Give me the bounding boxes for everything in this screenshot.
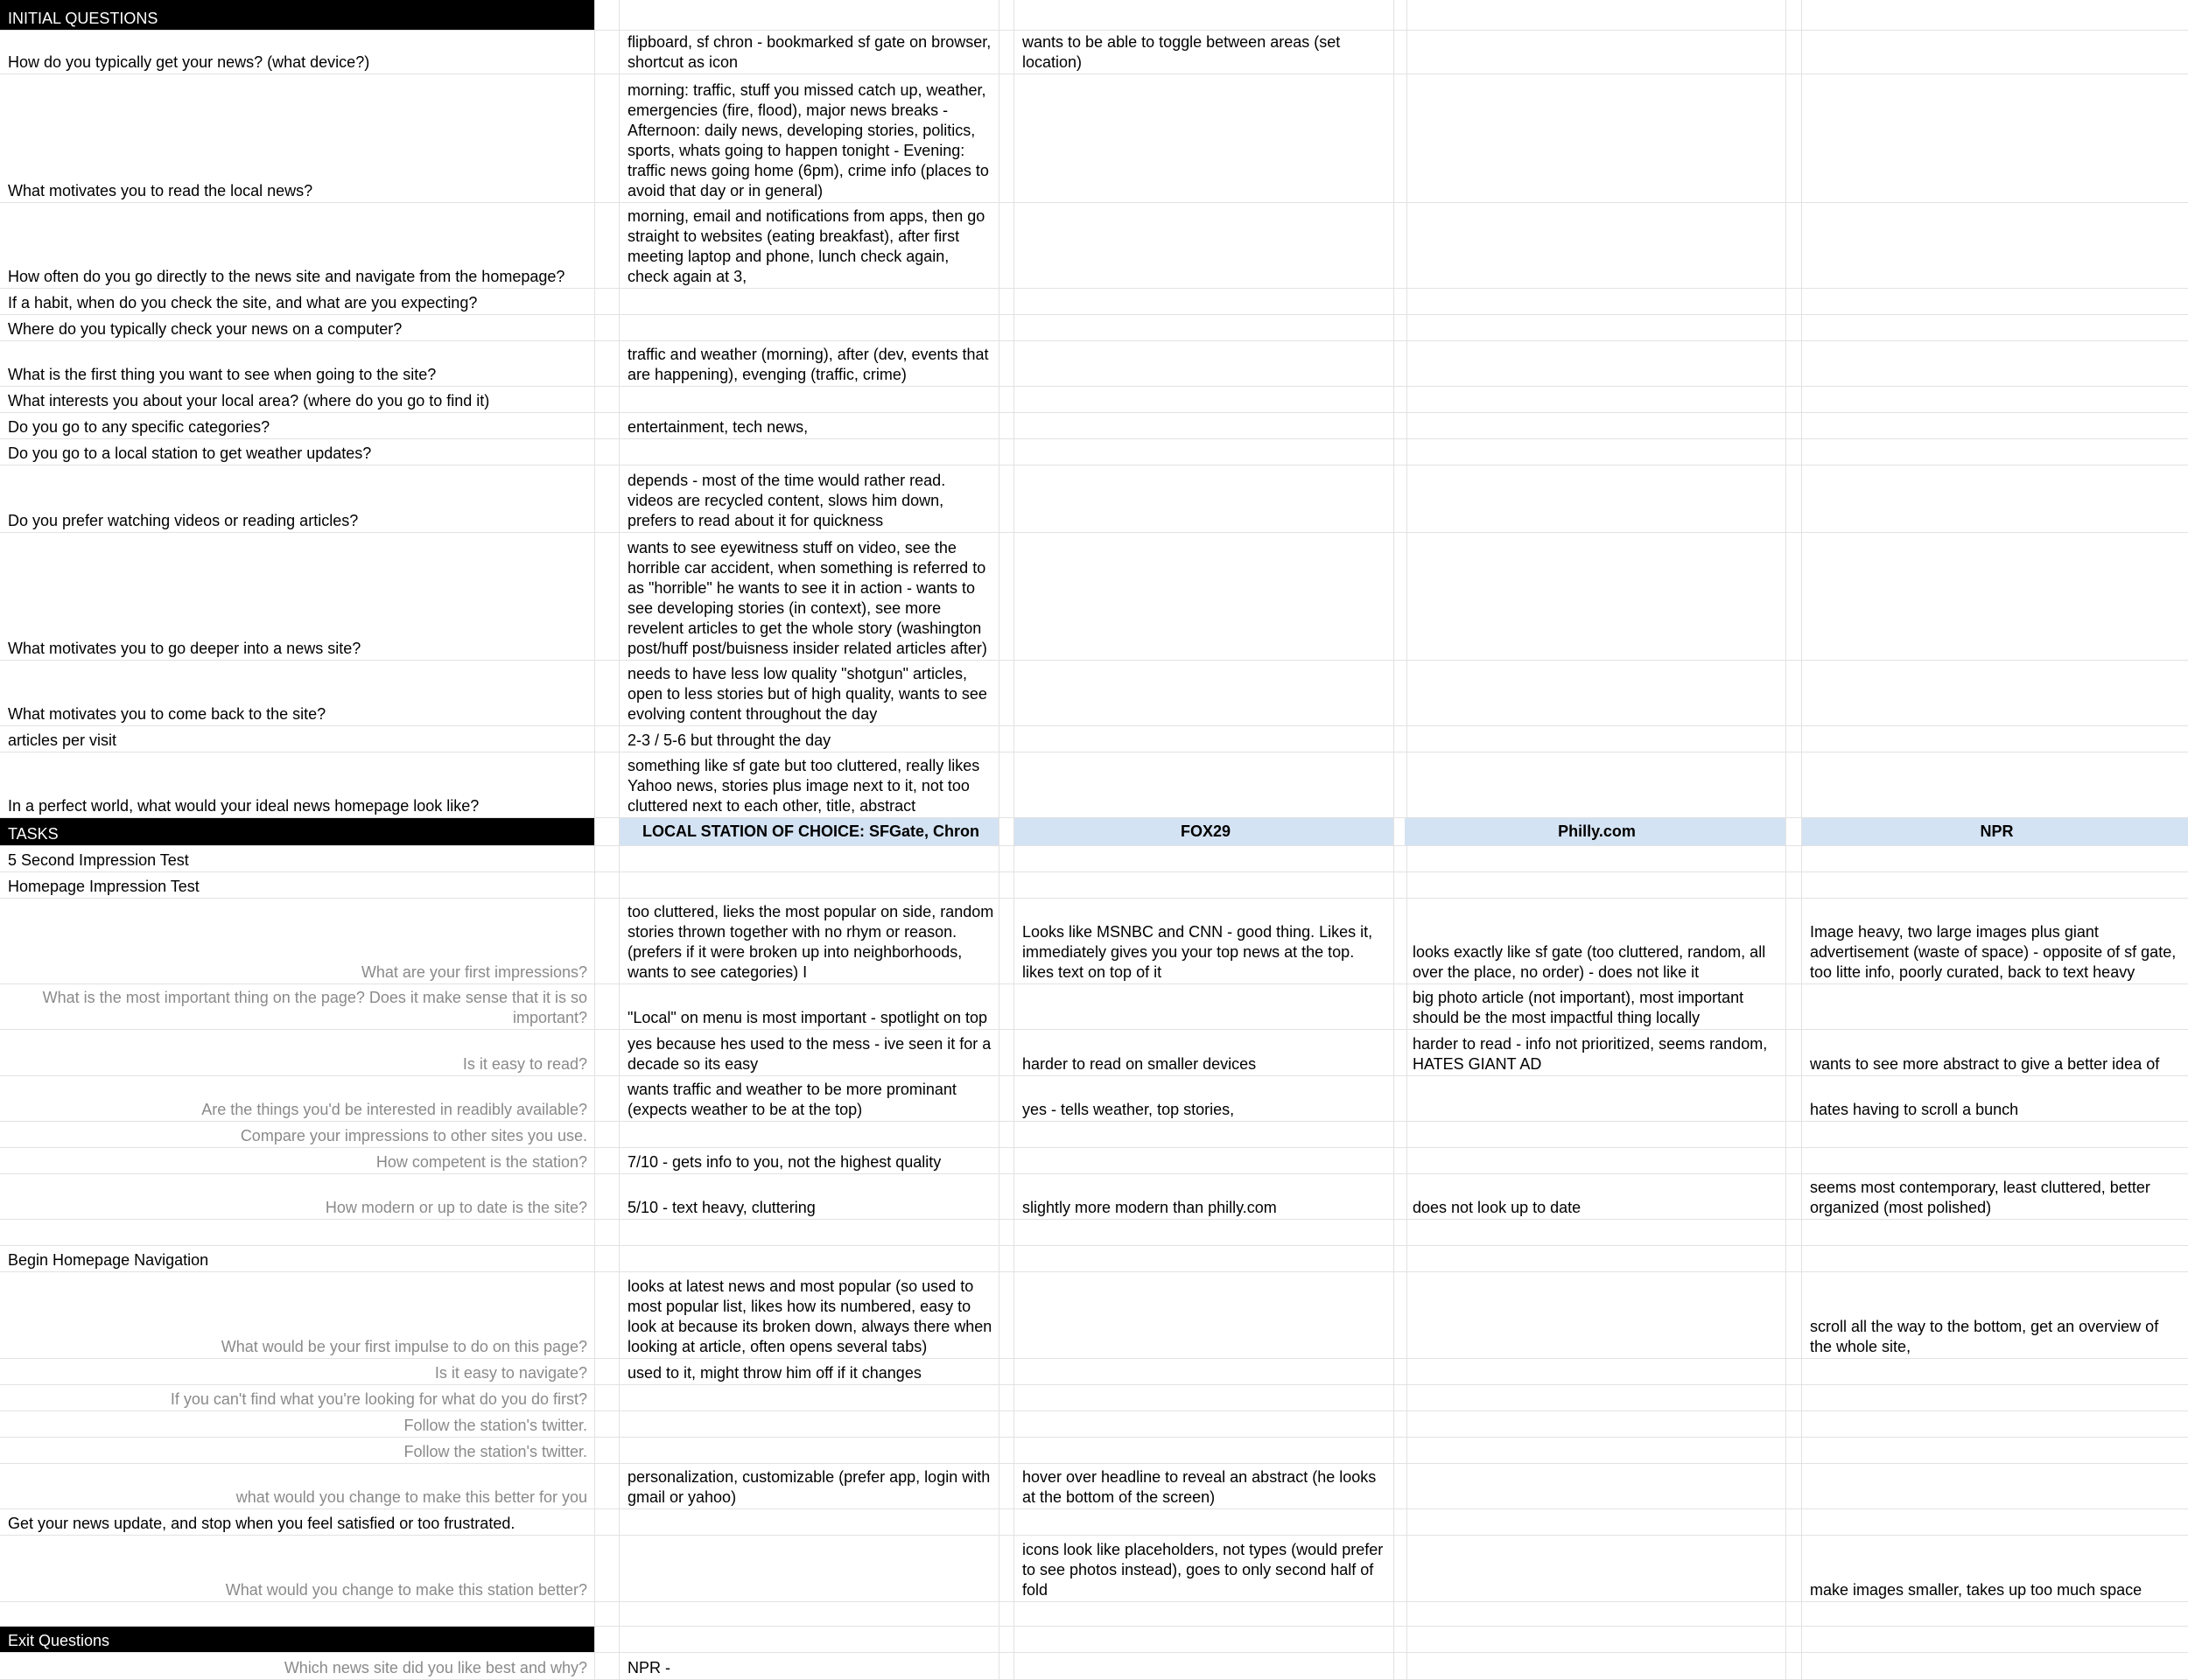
answer-cell-fox29[interactable]: Looks like MSNBC and CNN - good thing. Likes it, immediately gives you your top news at the top. likes text on top of it (1014, 899, 1394, 984)
table-row (0, 1536, 2188, 1602)
answer-cell-philly[interactable] (1405, 1509, 1786, 1535)
answer-cell-fox29[interactable] (1014, 387, 1394, 412)
table-row (0, 1174, 2188, 1220)
table-row (0, 1411, 2188, 1438)
answer-cell-sfgate[interactable]: too cluttered, lieks the most popular on side, random stories thrown together with no rhym or reason. (prefers if it were broken up into neighborhoods, wants to see categories) I (620, 899, 999, 984)
answer-cell-npr[interactable] (1802, 1359, 2188, 1384)
answer-cell-sfgate[interactable]: flipboard, sf chron - bookmarked sf gate on browser, shortcut as icon (620, 31, 999, 74)
section-header-exit[interactable]: Exit Questions (0, 1627, 595, 1652)
answer-cell-fox29[interactable] (1014, 1272, 1394, 1358)
answer-cell-npr[interactable]: make images smaller, takes up too much space (1810, 1581, 2142, 1599)
answer-cell-sfgate[interactable] (620, 1438, 999, 1463)
question-cell[interactable]: What motivates you to come back to the site? (0, 661, 595, 725)
answer-cell-fox29[interactable]: wants to be able to toggle between areas (set location) (1014, 31, 1394, 74)
table-row (0, 341, 2188, 387)
table-row (0, 1464, 2188, 1509)
question-cell[interactable]: what would you change to make this better for you (0, 1464, 595, 1508)
table-row (0, 31, 2188, 74)
answer-cell-sfgate[interactable]: entertainment, tech news, (620, 413, 999, 438)
answer-cell-fox29[interactable] (1014, 1653, 1394, 1679)
answer-cell-philly[interactable] (1405, 1359, 1786, 1384)
answer-cell-sfgate[interactable]: wants traffic and weather to be more prominant (expects weather to be at the top) (620, 1076, 999, 1121)
answer-cell-philly[interactable] (1405, 1411, 1786, 1437)
table-row (0, 289, 2188, 315)
answer-cell-philly[interactable] (1405, 1464, 1786, 1508)
answer-cell-fox29[interactable] (1014, 203, 1394, 288)
answer-cell-philly[interactable]: harder to read - info not prioritized, seems random, HATES GIANT AD (1405, 1030, 1786, 1075)
question-cell[interactable]: articles per visit (0, 726, 595, 752)
answer-cell-philly[interactable] (1405, 1653, 1786, 1679)
answer-cell-npr[interactable] (1802, 74, 2188, 202)
answer-cell-sfgate[interactable]: NPR - (620, 1653, 999, 1679)
answer-cell-npr[interactable]: wants to see more abstract to give a better idea of (1810, 1055, 2160, 1073)
column-header-sfgate[interactable]: LOCAL STATION OF CHOICE: SFGate, Chron (620, 818, 999, 845)
table-row (0, 1220, 2188, 1246)
answer-cell-philly[interactable] (1405, 872, 1786, 898)
answer-cell-sfgate[interactable]: traffic and weather (morning), after (dev, events that are happening), evenging (traffic, crime) (620, 341, 999, 386)
answer-cell-philly[interactable] (1405, 341, 1786, 386)
question-cell[interactable] (0, 1220, 595, 1245)
answer-cell-sfgate[interactable]: yes because hes used to the mess - ive seen it for a decade so its easy (620, 1030, 999, 1075)
answer-cell-sfgate[interactable] (620, 1246, 999, 1271)
table-row (0, 439, 2188, 466)
task-cell[interactable]: 5 Second Impression Test (0, 846, 595, 872)
question-cell[interactable]: Follow the station's twitter. (0, 1411, 595, 1437)
answer-cell-fox29[interactable] (1014, 74, 1394, 202)
question-cell[interactable]: What motivates you to go deeper into a news site? (0, 533, 595, 660)
answer-cell-npr[interactable] (1802, 752, 2188, 817)
answer-cell-npr[interactable] (1802, 439, 2188, 465)
question-cell[interactable]: What interests you about your local area? (where do you go to find it) (0, 387, 595, 412)
answer-cell-fox29[interactable] (1014, 1411, 1394, 1437)
answer-cell-sfgate[interactable]: 5/10 - text heavy, cluttering (620, 1174, 999, 1219)
column-header-philly[interactable]: Philly.com (1405, 818, 1786, 845)
question-cell[interactable]: Is it easy to read? (0, 1030, 595, 1075)
table-row (0, 1272, 2188, 1359)
question-cell[interactable]: Do you go to a local station to get weather updates? (0, 439, 595, 465)
answer-cell-npr[interactable]: Image heavy, two large images plus giant advertisement (waste of space) - opposite of sf gate, too litte info, poorly curated, back to text heavy (1810, 923, 2177, 981)
answer-cell-sfgate[interactable]: looks at latest news and most popular (so used to most popular list, likes how its numbered, easy to look at because its broken down, always there when looking at article, often opens several tabs) (620, 1272, 999, 1358)
answer-cell-npr[interactable] (1802, 872, 2188, 898)
answer-cell-philly[interactable]: big photo article (not important), most important should be the most impactful thing locally (1405, 984, 1786, 1029)
answer-cell-npr[interactable] (1802, 1509, 2188, 1535)
answer-cell-fox29[interactable] (1014, 984, 1394, 1029)
answer-cell-fox29[interactable] (1014, 1602, 1394, 1626)
answer-cell-philly[interactable] (1405, 315, 1786, 340)
table-row (0, 1385, 2188, 1411)
question-cell[interactable]: Compare your impressions to other sites you use. (0, 1122, 595, 1147)
answer-cell-npr[interactable] (1802, 533, 2188, 660)
answer-cell-fox29[interactable] (1014, 1438, 1394, 1463)
answer-cell-sfgate[interactable]: used to it, might throw him off if it changes (620, 1359, 999, 1384)
answer-cell-philly[interactable] (1405, 752, 1786, 817)
question-cell[interactable]: How modern or up to date is the site? (0, 1174, 595, 1219)
answer-cell-sfgate[interactable]: wants to see eyewitness stuff on video, see the horrible car accident, when something is referred to as "horrible" he wants to see it in action - wants to see developing stories (in context), see more revelent articles to get the whole story (washington post/huff post/buisness insider related articles after) (620, 533, 999, 660)
answer-cell-npr[interactable] (1802, 1653, 2188, 1679)
answer-cell-philly[interactable] (1405, 1220, 1786, 1245)
answer-cell-philly[interactable] (1405, 31, 1786, 74)
answer-cell-fox29[interactable]: harder to read on smaller devices (1014, 1030, 1394, 1075)
answer-cell-npr[interactable] (1802, 984, 2188, 1029)
answer-cell-sfgate[interactable]: 7/10 - gets info to you, not the highest quality (620, 1148, 999, 1173)
question-cell[interactable]: Follow the station's twitter. (0, 1438, 595, 1463)
question-cell[interactable]: How competent is the station? (0, 1148, 595, 1173)
question-cell[interactable]: Where do you typically check your news on a computer? (0, 315, 595, 340)
answer-cell-fox29[interactable] (1014, 466, 1394, 532)
table-row (0, 533, 2188, 661)
answer-cell-fox29[interactable] (1014, 439, 1394, 465)
answer-cell-fox29[interactable]: slightly more modern than philly.com (1014, 1174, 1394, 1219)
answer-cell-sfgate[interactable] (620, 872, 999, 898)
answer-cell-fox29[interactable] (1014, 661, 1394, 725)
question-cell[interactable]: Are the things you'd be interested in readibly available? (0, 1076, 595, 1121)
answer-cell-npr[interactable] (1802, 846, 2188, 872)
answer-cell-npr[interactable] (1802, 1246, 2188, 1271)
answer-cell-npr[interactable]: seems most contemporary, least cluttered, better organized (most polished) (1810, 1179, 2150, 1216)
question-cell[interactable]: Do you prefer watching videos or reading articles? (0, 466, 595, 532)
question-cell[interactable]: What would you change to make this station better? (0, 1536, 595, 1601)
table-row (0, 1653, 2188, 1680)
answer-cell-fox29[interactable] (1014, 289, 1394, 314)
table-row (0, 1148, 2188, 1174)
answer-cell-philly[interactable] (1405, 1076, 1786, 1121)
answer-cell-fox29[interactable] (1014, 752, 1394, 817)
task-cell[interactable]: Homepage Impression Test (0, 872, 595, 898)
answer-cell-fox29[interactable] (1014, 533, 1394, 660)
answer-cell-npr[interactable] (1802, 1148, 2188, 1173)
table-row (0, 661, 2188, 726)
question-cell[interactable]: In a perfect world, what would your ideal news homepage look like? (0, 752, 595, 817)
answer-cell-npr[interactable] (1802, 1220, 2188, 1245)
question-cell[interactable]: What is the most important thing on the page? Does it make sense that it is so important? (0, 984, 595, 1029)
answer-cell-philly[interactable] (1405, 1148, 1786, 1173)
answer-cell-npr[interactable] (1802, 289, 2188, 314)
table-row (0, 1509, 2188, 1536)
answer-cell-sfgate[interactable]: something like sf gate but too cluttered, really likes Yahoo news, stories plus image next to it, not too cluttered next to each other, title, abstract (620, 752, 999, 817)
answer-cell-philly[interactable] (1405, 289, 1786, 314)
answer-cell-fox29[interactable] (1014, 1359, 1394, 1384)
answer-cell-fox29[interactable] (1014, 341, 1394, 386)
answer-cell-sfgate[interactable] (620, 1122, 999, 1147)
answer-cell-sfgate[interactable]: 2-3 / 5-6 but throught the day (620, 726, 999, 752)
answer-cell-fox29[interactable] (1014, 872, 1394, 898)
question-cell[interactable]: How often do you go directly to the news site and navigate from the homepage? (0, 203, 595, 288)
table-row (0, 1030, 2188, 1076)
table-row (0, 466, 2188, 533)
answer-cell-philly[interactable] (1405, 846, 1786, 872)
table-row (0, 1438, 2188, 1464)
answer-cell-npr[interactable] (1802, 1602, 2188, 1626)
answer-cell-npr[interactable] (1802, 1438, 2188, 1463)
table-row (0, 726, 2188, 752)
answer-cell-sfgate[interactable]: depends - most of the time would rather read. videos are recycled content, slows him down, prefers to read about it for quickness (620, 466, 999, 532)
answer-cell-philly[interactable] (1405, 387, 1786, 412)
section-header-tasks[interactable]: TASKS (0, 818, 595, 845)
answer-cell-npr[interactable]: hates having to scroll a bunch (1810, 1101, 2019, 1118)
answer-cell-philly[interactable] (1405, 203, 1786, 288)
question-cell[interactable]: What are your first impressions? (0, 899, 595, 984)
answer-cell-philly[interactable] (1405, 439, 1786, 465)
table-row (0, 899, 2188, 984)
table-row (0, 1122, 2188, 1148)
question-cell[interactable]: What is the first thing you want to see when going to the site? (0, 341, 595, 386)
answer-cell-npr[interactable] (1802, 466, 2188, 532)
table-row (0, 413, 2188, 439)
answer-cell-sfgate[interactable]: needs to have less low quality "shotgun" articles, open to less stories but of high quality, wants to see evolving content throughout the day (620, 661, 999, 725)
answer-cell-npr[interactable] (1802, 1464, 2188, 1508)
answer-cell-npr[interactable] (1802, 203, 2188, 288)
answer-cell-sfgate[interactable]: personalization, customizable (prefer app, login with gmail or yahoo) (620, 1464, 999, 1508)
table-row (0, 203, 2188, 289)
question-cell[interactable]: Do you go to any specific categories? (0, 413, 595, 438)
table-row (0, 387, 2188, 413)
answer-cell-philly[interactable] (1405, 533, 1786, 660)
answer-cell-fox29[interactable] (1014, 1385, 1394, 1410)
answer-cell-sfgate[interactable] (620, 846, 999, 872)
section-header-initial[interactable]: INITIAL QUESTIONS (0, 0, 595, 30)
question-cell[interactable]: What motivates you to read the local news? (0, 74, 595, 202)
answer-cell-sfgate[interactable] (620, 315, 999, 340)
section-row-initial (0, 0, 2188, 31)
answer-cell-fox29[interactable]: yes - tells weather, top stories, (1014, 1076, 1394, 1121)
answer-cell-npr[interactable] (1802, 341, 2188, 386)
answer-cell-npr[interactable] (1802, 1411, 2188, 1437)
answer-cell-fox29[interactable]: hover over headline to reveal an abstract (he looks at the bottom of the screen) (1014, 1464, 1394, 1508)
answer-cell-npr[interactable]: scroll all the way to the bottom, get an overview of the whole site, (1810, 1318, 2159, 1355)
answer-cell-philly[interactable] (1405, 1536, 1786, 1601)
answer-cell-philly[interactable] (1405, 413, 1786, 438)
answer-cell-npr[interactable] (1802, 1385, 2188, 1410)
task-cell[interactable]: Begin Homepage Navigation (0, 1246, 595, 1271)
answer-cell-npr[interactable] (1802, 726, 2188, 752)
answer-cell-philly[interactable] (1405, 1385, 1786, 1410)
answer-cell-sfgate[interactable] (620, 387, 999, 412)
task-cell[interactable]: Get your news update, and stop when you feel satisfied or too frustrated. (0, 1509, 595, 1535)
answer-cell-philly[interactable] (1405, 1602, 1786, 1626)
answer-cell-fox29[interactable] (1014, 413, 1394, 438)
answer-cell-fox29[interactable] (1014, 1220, 1394, 1245)
answer-cell-fox29[interactable]: icons look like placeholders, not types (would prefer to see photos instead), goes to only second half of fold (1014, 1536, 1394, 1601)
answer-cell-sfgate[interactable] (620, 1411, 999, 1437)
answer-cell-fox29[interactable] (1014, 1509, 1394, 1535)
answer-cell-sfgate[interactable] (620, 1536, 999, 1601)
answer-cell-sfgate[interactable] (620, 1220, 999, 1245)
answer-cell-npr[interactable] (1802, 315, 2188, 340)
table-row (0, 984, 2188, 1030)
answer-cell-npr[interactable] (1802, 661, 2188, 725)
answer-cell-philly[interactable] (1405, 74, 1786, 202)
answer-cell-sfgate[interactable]: "Local" on menu is most important - spotlight on top (620, 984, 999, 1029)
question-cell[interactable]: If you can't find what you're looking for what do you do first? (0, 1385, 595, 1410)
answer-cell-philly[interactable] (1405, 1122, 1786, 1147)
table-row (0, 1602, 2188, 1627)
answer-cell-fox29[interactable] (1014, 1122, 1394, 1147)
answer-cell-sfgate[interactable]: morning: traffic, stuff you missed catch up, weather, emergencies (fire, flood), major news breaks - Afternoon: daily news, developing stories, politics, sports, whats going to happen tonight - Evening: traffic news going home (6pm), crime info (places to avoid that day or in general) (620, 74, 999, 202)
question-cell[interactable]: If a habit, when do you check the site, and what are you expecting? (0, 289, 595, 314)
table-row (0, 1359, 2188, 1385)
answer-cell-philly[interactable] (1405, 726, 1786, 752)
answer-cell-philly[interactable] (1405, 466, 1786, 532)
answer-cell-fox29[interactable] (1014, 1246, 1394, 1271)
answer-cell-philly[interactable] (1405, 661, 1786, 725)
answer-cell-philly[interactable]: does not look up to date (1405, 1174, 1786, 1219)
answer-cell-fox29[interactable] (1014, 846, 1394, 872)
column-header-fox29[interactable]: FOX29 (1014, 818, 1394, 845)
section-row-tasks (0, 818, 2188, 846)
answer-cell-fox29[interactable] (1014, 315, 1394, 340)
table-row (0, 315, 2188, 341)
question-cell[interactable]: Is it easy to navigate? (0, 1359, 595, 1384)
answer-cell-sfgate[interactable] (620, 1602, 999, 1626)
answer-cell-philly[interactable] (1405, 1246, 1786, 1271)
answer-cell-npr[interactable] (1802, 1122, 2188, 1147)
answer-cell-philly[interactable]: looks exactly like sf gate (too cluttered, random, all over the place, no order) - does not like it (1405, 899, 1786, 984)
answer-cell-fox29[interactable] (1014, 726, 1394, 752)
answer-cell-npr[interactable] (1802, 413, 2188, 438)
answer-cell-fox29[interactable] (1014, 1148, 1394, 1173)
question-cell[interactable] (0, 1602, 595, 1626)
answer-cell-npr[interactable] (1802, 387, 2188, 412)
question-cell[interactable]: Which news site did you like best and why? (0, 1653, 595, 1679)
table-row (0, 872, 2188, 899)
answer-cell-npr[interactable] (1802, 31, 2188, 74)
table-row (0, 74, 2188, 203)
answer-cell-sfgate[interactable]: morning, email and notifications from apps, then go straight to websites (eating breakfast), after first meeting laptop and phone, lunch check again, check again at 3, (620, 203, 999, 288)
table-row (0, 846, 2188, 872)
table-row (0, 752, 2188, 818)
section-row-exit (0, 1627, 2188, 1653)
answer-cell-sfgate[interactable] (620, 1385, 999, 1410)
answer-cell-sfgate[interactable] (620, 439, 999, 465)
question-cell[interactable]: What would be your first impulse to do on this page? (0, 1272, 595, 1358)
answer-cell-sfgate[interactable] (620, 1509, 999, 1535)
answer-cell-philly[interactable] (1405, 1438, 1786, 1463)
question-cell[interactable]: How do you typically get your news? (what device?) (0, 31, 595, 74)
answer-cell-sfgate[interactable] (620, 289, 999, 314)
table-row (0, 1246, 2188, 1272)
answer-cell-philly[interactable] (1405, 1272, 1786, 1358)
column-header-npr[interactable]: NPR (1802, 818, 2188, 845)
table-row (0, 1076, 2188, 1122)
